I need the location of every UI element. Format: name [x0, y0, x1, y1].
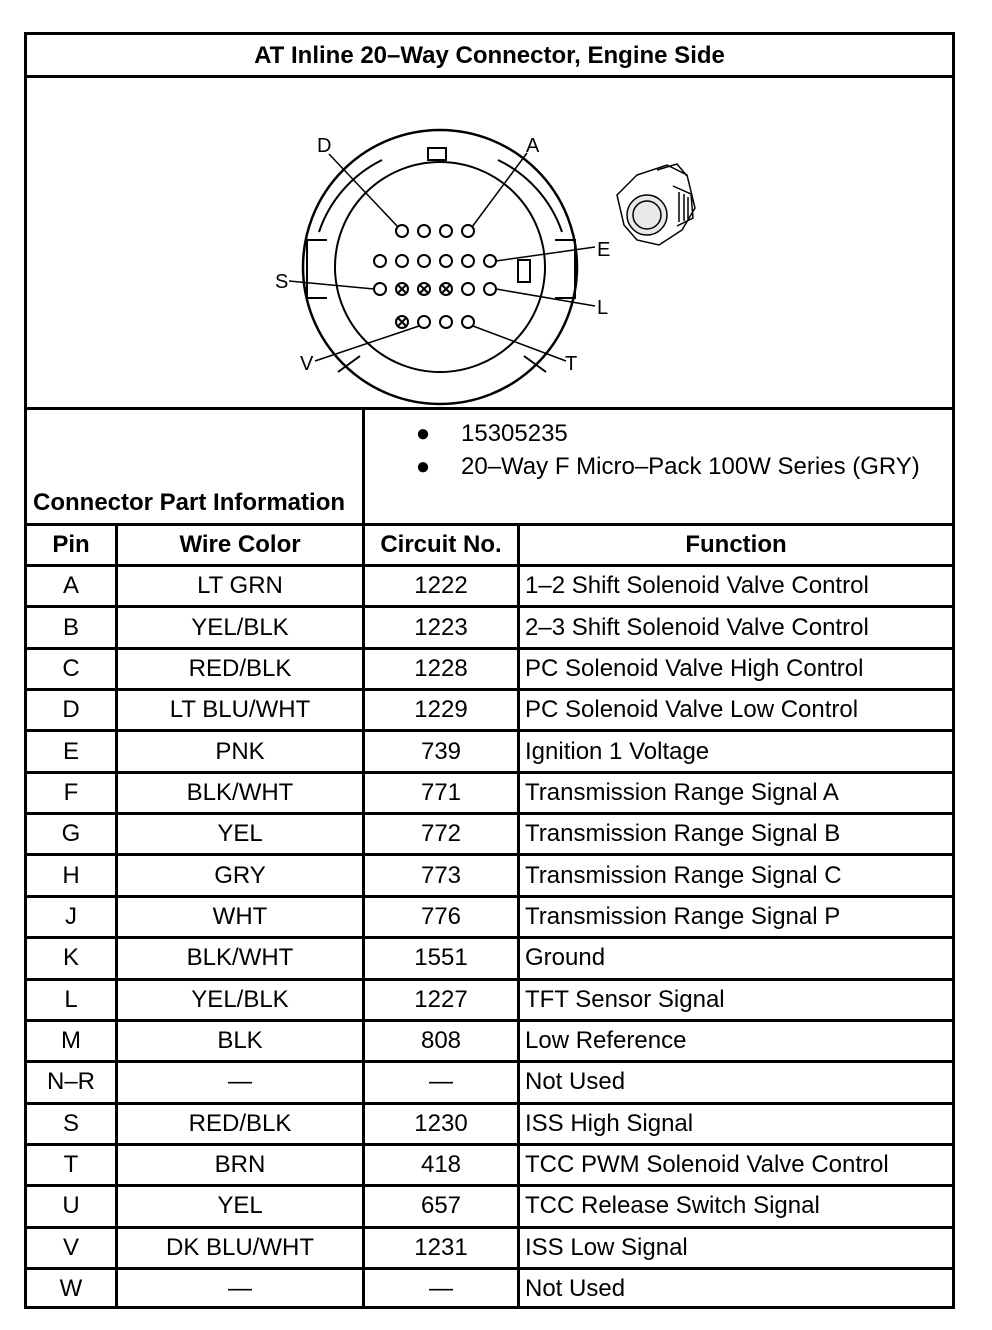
cell-pin: V	[62, 1233, 79, 1261]
callout-a: A	[526, 135, 540, 157]
cell-wire-color: RED/BLK	[188, 654, 292, 682]
header-pin: Pin	[52, 531, 90, 558]
bottom-tabs	[338, 356, 546, 372]
cell-pin: U	[62, 1192, 80, 1220]
callout-l: L	[597, 297, 609, 319]
cell-pin: J	[65, 902, 77, 930]
cell-wire-color: BLK	[217, 1027, 263, 1055]
cell-circuit: 1227	[414, 985, 468, 1013]
part-info-item: ● 20–Way F Micro–Pack 100W Series (GRY)	[415, 453, 920, 480]
cell-function: 2–3 Shift Solenoid Valve Control	[525, 613, 869, 641]
cell-circuit: —	[429, 1275, 453, 1303]
cell-wire-color: YEL	[217, 1192, 263, 1220]
cell-circuit: 1231	[414, 1233, 468, 1261]
connector-outer-ring	[303, 130, 577, 404]
part-info-item: ● 15305235	[415, 420, 568, 447]
cell-pin: A	[62, 572, 79, 600]
callout-v: V	[300, 353, 314, 375]
cell-circuit: 1223	[414, 613, 468, 641]
cell-pin: F	[63, 778, 79, 806]
cell-circuit: 808	[420, 1027, 462, 1055]
cell-circuit: 739	[420, 737, 462, 765]
cell-wire-color: BRN	[214, 1151, 266, 1179]
divider	[27, 407, 952, 410]
housing-latch-left	[319, 160, 382, 232]
cell-wire-color: BLK/WHT	[186, 778, 294, 806]
cell-function: Low Reference	[525, 1027, 687, 1055]
connector-sheet	[24, 32, 955, 1309]
cell-pin: N–R	[46, 1068, 95, 1096]
cell-circuit: 1228	[414, 654, 468, 682]
cell-function: TFT Sensor Signal	[525, 985, 725, 1013]
callout-s: S	[275, 271, 289, 293]
cell-pin: H	[62, 861, 80, 889]
cell-wire-color: YEL/BLK	[191, 613, 289, 641]
cell-wire-color: GRY	[214, 861, 266, 889]
cell-circuit: —	[429, 1068, 453, 1096]
polarization-slot	[518, 260, 530, 282]
cell-wire-color: LT GRN	[197, 572, 283, 600]
header-function: Function	[685, 531, 787, 558]
top-key	[428, 148, 446, 160]
cell-function: PC Solenoid Valve High Control	[525, 654, 864, 682]
cell-pin: L	[64, 985, 78, 1013]
cell-wire-color: BLK/WHT	[186, 944, 294, 972]
cell-wire-color: —	[228, 1068, 252, 1096]
cell-circuit: 1222	[414, 572, 468, 600]
cell-circuit: 776	[420, 902, 462, 930]
cell-pin: T	[63, 1151, 79, 1179]
bullet-icon: ●	[415, 453, 431, 480]
cell-function: Not Used	[525, 1275, 626, 1303]
connector-photo	[617, 164, 695, 245]
callout-d: D	[317, 135, 332, 157]
bullet-icon: ●	[415, 420, 431, 447]
column-rule	[362, 526, 365, 1306]
cell-function: Not Used	[525, 1068, 626, 1096]
callout-e: E	[597, 239, 611, 261]
cell-wire-color: —	[228, 1275, 252, 1303]
connector-face-diagram	[27, 80, 952, 407]
cell-function: 1–2 Shift Solenoid Valve Control	[525, 572, 869, 600]
cell-pin: G	[61, 820, 81, 848]
cell-circuit: 773	[420, 861, 462, 889]
cell-wire-color: PNK	[215, 737, 265, 765]
cell-wire-color: YEL/BLK	[191, 985, 289, 1013]
cell-circuit: 1229	[414, 696, 468, 724]
cavity-row-4	[396, 316, 474, 328]
housing-latch-right	[498, 160, 562, 232]
side-key-left	[307, 240, 327, 298]
cell-function: ISS Low Signal	[525, 1233, 688, 1261]
cell-circuit: 1230	[414, 1109, 468, 1137]
cell-wire-color: DK BLU/WHT	[165, 1233, 314, 1261]
cell-pin: B	[62, 613, 79, 641]
cell-wire-color: YEL	[217, 820, 263, 848]
cell-pin: K	[62, 944, 79, 972]
cell-function: TCC PWM Solenoid Valve Control	[525, 1151, 889, 1179]
cavity-row-1	[396, 225, 474, 237]
header-wire-color: Wire Color	[179, 531, 301, 558]
cell-function: Transmission Range Signal B	[525, 820, 841, 848]
connector-part-info-label: Connector Part Information	[33, 489, 346, 516]
cell-function: Transmission Range Signal P	[525, 902, 841, 930]
cell-pin: W	[59, 1275, 83, 1303]
cell-circuit: 772	[420, 820, 462, 848]
page-title: AT Inline 20–Way Connector, Engine Side	[254, 42, 725, 69]
cell-function: ISS High Signal	[525, 1109, 694, 1137]
header-circuit: Circuit No.	[380, 531, 502, 558]
column-rule	[115, 526, 118, 1306]
cell-circuit: 1551	[414, 944, 468, 972]
cavity-row-3	[374, 283, 496, 295]
cell-pin: E	[62, 737, 79, 765]
divider	[27, 75, 952, 78]
cell-pin: M	[61, 1027, 81, 1055]
cell-pin: C	[62, 654, 80, 682]
cell-function: PC Solenoid Valve Low Control	[525, 696, 859, 724]
callout-t: T	[565, 353, 578, 375]
cell-circuit: 771	[420, 778, 462, 806]
column-rule	[517, 526, 520, 1306]
cell-pin: S	[62, 1109, 79, 1137]
cell-function: Ignition 1 Voltage	[525, 737, 710, 765]
cell-wire-color: WHT	[212, 902, 268, 930]
cavity-row-2	[374, 255, 496, 267]
cell-function: Ground	[525, 944, 606, 972]
cell-pin: D	[62, 696, 80, 724]
cell-function: TCC Release Switch Signal	[525, 1192, 820, 1220]
cell-circuit: 418	[420, 1151, 462, 1179]
cell-circuit: 657	[420, 1192, 462, 1220]
side-key-right	[555, 240, 575, 298]
cell-wire-color: RED/BLK	[188, 1109, 292, 1137]
cell-function: Transmission Range Signal A	[525, 778, 839, 806]
cell-function: Transmission Range Signal C	[525, 861, 842, 889]
cell-wire-color: LT BLU/WHT	[169, 696, 311, 724]
divider	[362, 407, 365, 526]
